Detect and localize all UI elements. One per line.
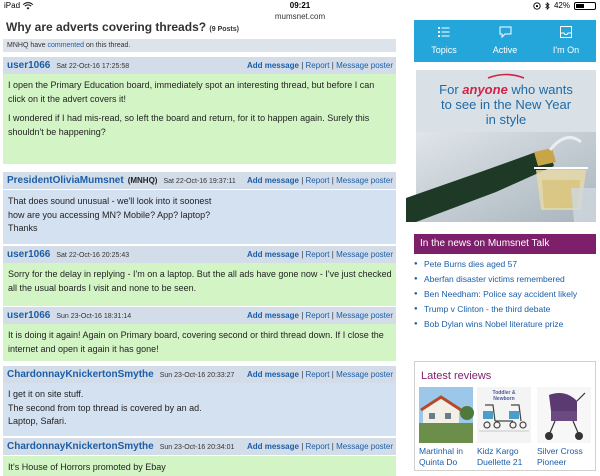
add-message-link[interactable]: Add message <box>246 370 299 379</box>
review-item[interactable] <box>419 387 475 468</box>
separator: | <box>301 442 304 451</box>
post-line: It is doing it again! Again on Primary board, covering second or third thread down. If I close the internet and open it again it has gone! <box>8 330 384 354</box>
post-actions <box>247 176 393 185</box>
news-item[interactable] <box>414 319 596 334</box>
post-body <box>3 74 396 164</box>
review-title <box>477 446 533 468</box>
post-body <box>3 190 396 244</box>
sidebar <box>414 20 596 467</box>
post-date: Sun 23-Oct-16 20:34:01 <box>159 444 235 451</box>
im-on-label: I'm On <box>552 45 580 55</box>
separator: | <box>301 176 304 185</box>
post-line: Laptop, Safari. <box>8 416 67 426</box>
separator: | <box>301 250 304 259</box>
poster-username[interactable] <box>7 249 129 260</box>
post-header <box>3 57 396 74</box>
poster-username[interactable] <box>7 175 236 186</box>
mnhq-note-prefix: MNHQ have <box>7 42 46 49</box>
review-image <box>477 387 531 443</box>
post-paragraph <box>8 195 392 236</box>
champagne-image <box>416 70 596 222</box>
advert-line1-suffix: who wants <box>507 82 573 97</box>
news-item[interactable] <box>414 274 596 289</box>
report-link[interactable]: Report <box>305 250 330 259</box>
status-right <box>533 1 596 10</box>
message-poster-link[interactable]: Message poster <box>336 370 393 379</box>
active-label: Active <box>492 45 518 55</box>
bullet-icon: ● <box>414 261 418 267</box>
post-paragraph <box>8 268 392 295</box>
post-line: That does sound unusual - we'll look into it soonest <box>8 196 212 206</box>
report-link[interactable]: Report <box>305 176 330 185</box>
reviews-heading: Latest reviews <box>421 370 492 382</box>
review-image <box>537 387 591 443</box>
advert-line2: to see in the New Year <box>440 97 572 112</box>
advert-line1-prefix: For <box>439 82 463 97</box>
add-message-link[interactable]: Add message <box>246 176 299 185</box>
review-title-line1: Martinhal in <box>419 446 463 456</box>
post-paragraph: I wondered if I had mis-read, so left the board and return, for it to happen again. Surely this shouldn't be happening? <box>8 113 370 137</box>
speech-bubble-icon <box>499 26 512 38</box>
message-poster-link[interactable]: Message poster <box>336 250 393 259</box>
post-count: (9 Posts) <box>209 26 239 33</box>
im-on-button[interactable] <box>536 20 596 62</box>
username-text[interactable]: user1066 <box>7 249 51 260</box>
post-actions <box>247 250 393 259</box>
mnhq-note-suffix: on this thread. <box>86 42 131 49</box>
bullet-icon: ● <box>414 306 418 312</box>
review-title-line2: Duellette 21 <box>477 457 523 467</box>
username-text[interactable]: user1066 <box>7 60 51 71</box>
separator: | <box>331 370 334 379</box>
bullet-icon: ● <box>414 276 418 282</box>
thread-column <box>0 20 398 472</box>
news-item-link[interactable]: Pete Burns dies aged 57 <box>424 259 518 269</box>
review-title-line2: Pioneer <box>537 457 567 467</box>
separator: | <box>331 442 334 451</box>
add-message-link[interactable]: Add message <box>246 61 299 70</box>
message-poster-link[interactable]: Message poster <box>336 176 393 185</box>
message-poster-link[interactable]: Message poster <box>336 442 393 451</box>
post-line: I get it on site stuff. <box>8 389 84 399</box>
post-paragraph <box>8 388 392 429</box>
review-title-line1: Silver Cross <box>537 446 583 456</box>
toddler-newborn-badge: Toddler & Newborn <box>492 390 516 402</box>
post-paragraph <box>8 461 392 475</box>
news-item-link[interactable]: Ben Needham: Police say accident likely <box>424 289 578 299</box>
post-header <box>3 172 396 189</box>
review-title <box>419 446 475 468</box>
orientation-lock-icon <box>533 2 541 10</box>
advert-brand-word: anyone <box>462 82 508 97</box>
thread-title <box>6 20 239 34</box>
post-header <box>3 366 396 383</box>
poster-username[interactable] <box>7 60 129 71</box>
username-text[interactable]: user1066 <box>7 310 51 321</box>
post-paragraph <box>8 329 392 356</box>
post-date: Sat 22-Oct-16 20:25:43 <box>56 252 130 259</box>
news-item-link[interactable]: Aberfan disaster victims remembered <box>424 274 565 284</box>
battery-level <box>576 4 584 8</box>
reviews-box <box>414 361 596 471</box>
inbox-icon <box>560 26 572 38</box>
news-item-link[interactable]: Bob Dylan wins Nobel literature prize <box>424 319 564 329</box>
post-paragraph: I open the Primary Education board, immediately spot an interesting thread, but before I can click on it the advert covers it! <box>8 80 375 104</box>
news-item-link[interactable]: Trump v Clinton - the third debate <box>424 304 551 314</box>
bullet-icon: ● <box>414 321 418 327</box>
add-message-link[interactable]: Add message <box>246 311 299 320</box>
topics-button[interactable] <box>414 20 474 62</box>
separator: | <box>331 250 334 259</box>
talk-nav-bar <box>414 20 596 62</box>
post-line: Sorry for the delay in replying - I'm on a laptop. But the all ads have gone now - I've just checked all the usual boards I visit and none to be seen. <box>8 269 392 293</box>
add-message-link[interactable]: Add message <box>246 442 299 451</box>
advert[interactable] <box>416 70 596 222</box>
poster-username[interactable] <box>7 310 131 321</box>
post-body <box>3 324 396 361</box>
post-header <box>3 438 396 455</box>
post-header <box>3 246 396 263</box>
post-actions <box>247 311 393 320</box>
username-text[interactable]: PresidentOliviaMumsnet <box>7 175 124 186</box>
bluetooth-icon <box>545 2 550 10</box>
post-header <box>3 307 396 324</box>
report-link[interactable]: Report <box>305 442 330 451</box>
post-body <box>3 383 396 436</box>
post-date: Sun 23-Oct-16 18:31:14 <box>56 313 132 320</box>
post-line: Thanks <box>8 223 38 233</box>
review-title <box>537 446 593 468</box>
review-title-line1: Kidz Kargo <box>477 446 519 456</box>
news-heading: In the news on Mumsnet Talk <box>414 234 596 254</box>
list-icon <box>438 26 450 38</box>
review-title-line2: Quinta Do <box>419 457 458 467</box>
post-date: Sun 23-Oct-16 20:33:27 <box>159 372 235 379</box>
username-text[interactable]: ChardonnayKnickertonSmythe <box>7 441 154 452</box>
poster-username[interactable] <box>7 441 234 452</box>
thread-title-text: Why are adverts covering threads? <box>6 20 207 34</box>
mnhq-note <box>3 39 396 52</box>
post-date: Sat 22-Oct-16 17:25:58 <box>56 63 130 70</box>
clock: 09:21 <box>289 1 311 10</box>
separator: | <box>301 311 304 320</box>
battery-icon <box>574 2 596 10</box>
report-link[interactable]: Report <box>305 61 330 70</box>
post-line: It's House of Horrors promoted by Ebay <box>8 462 166 472</box>
message-poster-link[interactable]: Message poster <box>336 61 393 70</box>
add-message-link[interactable]: Add message <box>246 250 299 259</box>
separator: | <box>331 311 334 320</box>
report-link[interactable]: Report <box>305 311 330 320</box>
mnhq-badge: (MNHQ) <box>127 176 158 185</box>
battery-percent: 42% <box>553 1 570 10</box>
review-image <box>419 387 473 443</box>
username-text[interactable]: ChardonnayKnickertonSmythe <box>7 369 154 380</box>
mnhq-commented-link[interactable]: commented <box>47 42 85 49</box>
post-body <box>3 263 396 306</box>
news-item[interactable] <box>414 289 596 304</box>
news-item[interactable] <box>414 259 596 274</box>
post-line: how are you accessing MN? Mobile? App? laptop? <box>8 209 211 220</box>
separator: | <box>301 61 304 70</box>
post-actions <box>247 61 393 70</box>
news-list <box>414 259 596 334</box>
url-bar[interactable]: mumsnet.com <box>274 12 326 21</box>
active-button[interactable] <box>475 20 535 62</box>
review-item[interactable] <box>477 387 533 468</box>
status-bar <box>0 0 600 12</box>
post-actions <box>247 442 393 451</box>
bullet-icon: ● <box>414 291 418 297</box>
separator: | <box>301 370 304 379</box>
report-link[interactable]: Report <box>305 370 330 379</box>
post-actions <box>247 370 393 379</box>
topics-label: Topics <box>431 45 457 55</box>
separator: | <box>331 61 334 70</box>
separator: | <box>331 176 334 185</box>
review-item[interactable] <box>537 387 593 468</box>
device-name: iPad <box>4 1 21 10</box>
message-poster-link[interactable]: Message poster <box>336 311 393 320</box>
post-date: Sat 22-Oct-16 19:37:11 <box>163 178 236 185</box>
advert-line3: in style <box>485 112 527 127</box>
post-body <box>3 456 396 476</box>
news-item[interactable] <box>414 304 596 319</box>
post-line: The second from top thread is covered by an ad. <box>8 402 202 413</box>
poster-username[interactable] <box>7 369 234 380</box>
